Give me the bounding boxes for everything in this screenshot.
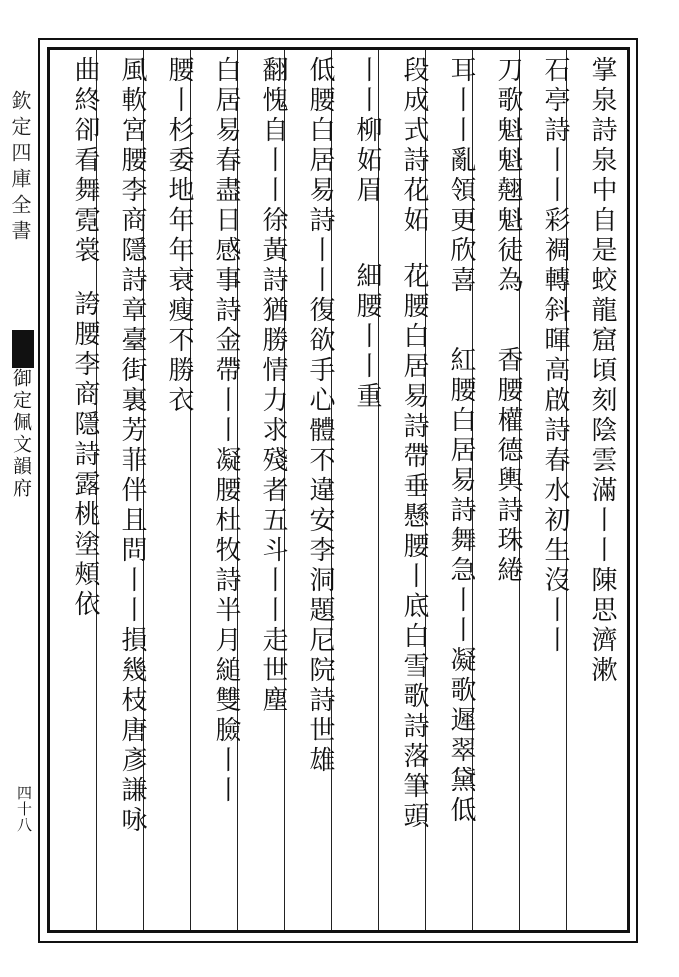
text-column-4: 耳丨丨亂領更欣喜	[446, 56, 476, 296]
book-title: 御定佩文韻府	[10, 368, 32, 500]
text-column-3b: 香腰權德輿詩珠綣	[493, 346, 523, 586]
margin-top-text: 欽定四庫全書	[8, 90, 32, 246]
text-column-2: 石亭詩丨丨彩裯轉斜暉高啟詩春水初生沒丨丨	[540, 56, 570, 656]
text-column-8: 翻愧自丨丨徐黃詩猶勝情力求殘者五斗丨丨走世塵	[258, 56, 288, 716]
text-column-12b: 誇腰李商隱詩露桃塗頰依	[70, 290, 100, 620]
text-column-10: 腰丨杉委地年年衰瘦不勝衣	[164, 56, 194, 416]
text-column-12: 曲終卻看舞霓裳	[70, 56, 100, 266]
text-column-6: 丨丨柳妬眉	[352, 56, 382, 206]
text-column-5: 段成式詩花妬	[399, 56, 429, 236]
fish-tail-mark	[12, 330, 34, 368]
text-column-11: 風軟宮腰李商隱詩章臺街裏芳菲伴且問丨丨損幾枝唐彥謙咏	[117, 56, 147, 836]
text-column-9: 白居易春盡日感事詩金帶丨丨凝腰杜牧詩半月縋雙臉丨丨	[211, 56, 241, 806]
text-column-3: 刀歌魁魁翹魁徒為	[493, 56, 523, 296]
text-column-6b: 細腰丨丨重	[352, 262, 382, 412]
text-column-7: 低腰白居易詩丨丨復欲手心體不違安李洞題尼院詩世雄	[305, 56, 335, 776]
text-column-1: 掌泉詩泉中自是蛟龍窟頃刻陰雲滿丨丨陳思濟漱	[587, 56, 617, 686]
margin-strip	[0, 40, 38, 940]
text-column-5b: 花腰白居易詩帶垂懸腰丨底白雪歌詩落筆頭	[399, 262, 429, 832]
page-number: 四十八	[15, 785, 33, 833]
text-column-4b: 紅腰白居易詩舞急丨丨凝歌遲翠黛低	[446, 346, 476, 826]
